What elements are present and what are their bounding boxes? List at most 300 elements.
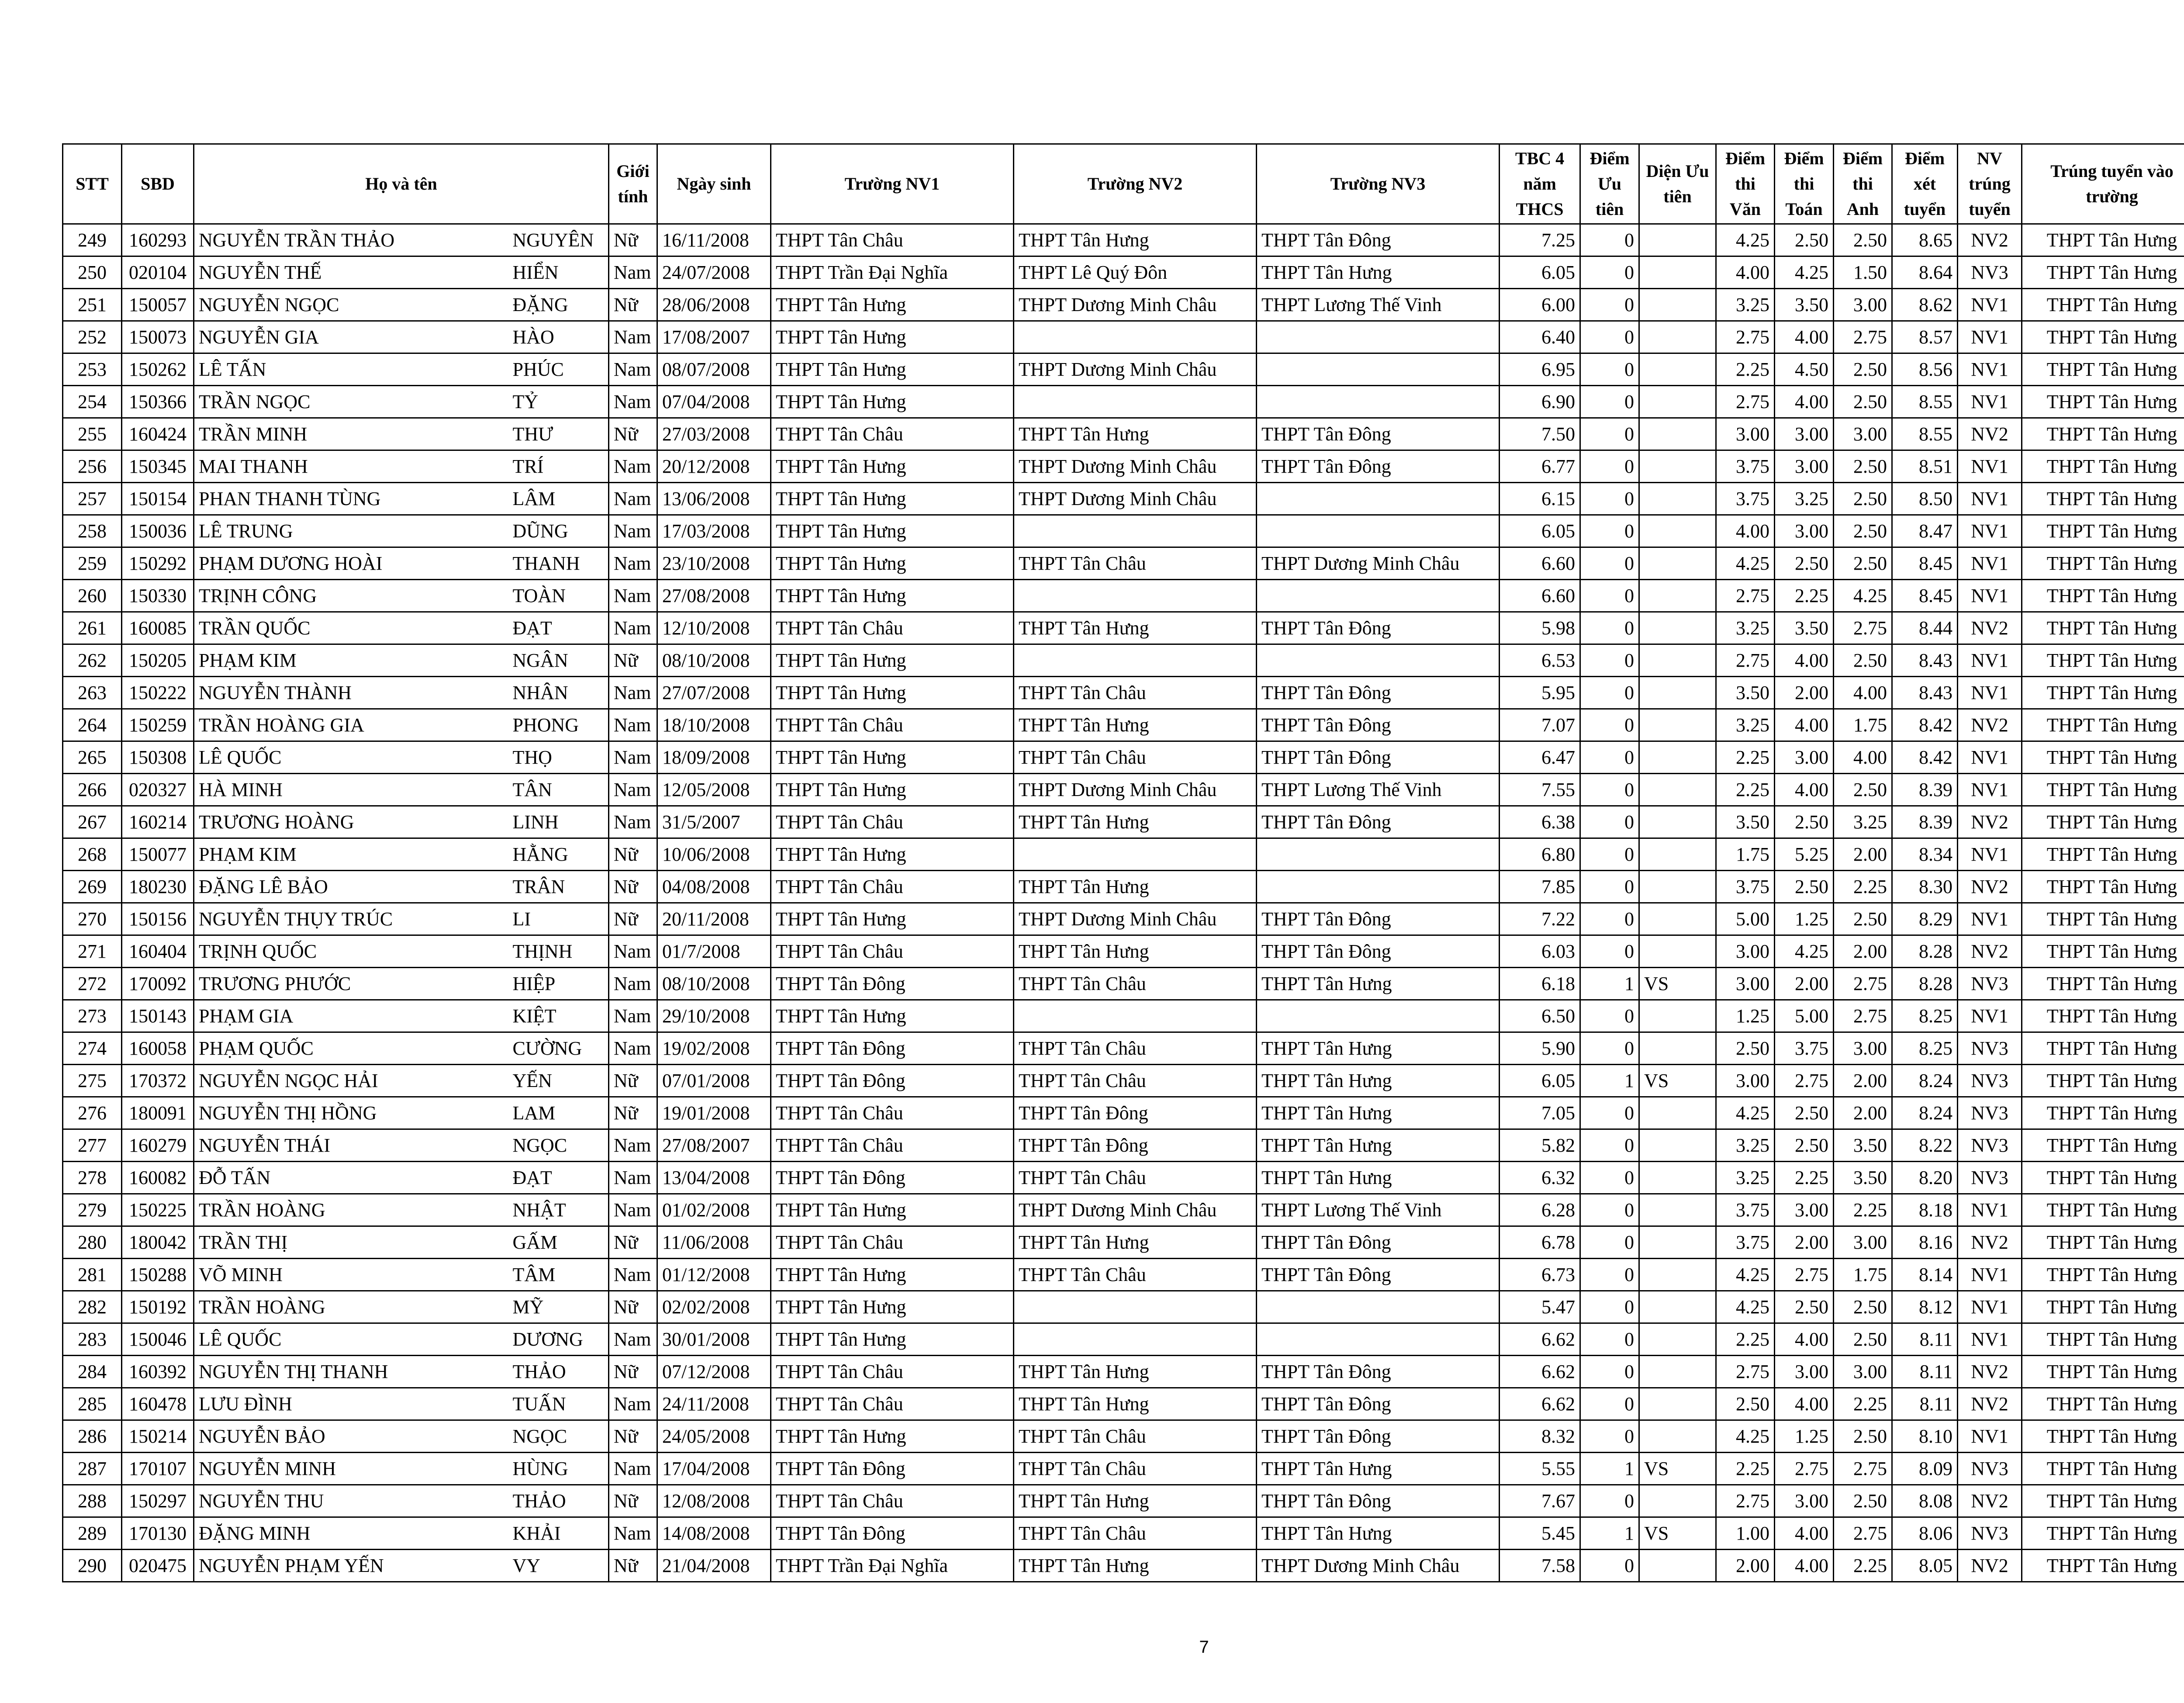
- cell-anh: 3.00: [1834, 1226, 1892, 1259]
- cell-nv1: THPT Tân Hưng: [771, 353, 1014, 386]
- cell-tbc: 5.82: [1500, 1129, 1580, 1162]
- cell-anh: 2.50: [1834, 386, 1892, 418]
- cell-nv2: [1014, 1323, 1257, 1356]
- cell-nv3: THPT Tân Đông: [1257, 450, 1500, 483]
- cell-dien-uu-tien: [1639, 580, 1716, 612]
- cell-sbd: 180042: [122, 1226, 194, 1259]
- cell-nv1: THPT Tân Hưng: [771, 547, 1014, 580]
- cell-van: 3.50: [1716, 806, 1775, 838]
- cell-nv-trung: NV1: [1958, 1259, 2022, 1291]
- cell-dien-uu-tien: [1639, 644, 1716, 677]
- cell-ho: TRƯƠNG HOÀNG: [194, 806, 508, 838]
- cell-nv1: THPT Tân Hưng: [771, 1194, 1014, 1226]
- cell-ho: ĐẶNG MINH: [194, 1517, 508, 1550]
- cell-nv1: THPT Tân Hưng: [771, 677, 1014, 709]
- cell-ho: NGUYỄN MINH: [194, 1453, 508, 1485]
- cell-nv1: THPT Tân Châu: [771, 1388, 1014, 1420]
- cell-anh: 2.00: [1834, 1065, 1892, 1097]
- cell-nv-trung: NV1: [1958, 321, 2022, 353]
- cell-nv1: THPT Tân Châu: [771, 1129, 1014, 1162]
- cell-toan: 3.00: [1775, 450, 1834, 483]
- cell-anh: 3.00: [1834, 289, 1892, 321]
- cell-ngay-sinh: 19/02/2008: [657, 1032, 771, 1065]
- cell-nv2: THPT Tân Châu: [1014, 547, 1257, 580]
- cell-tbc: 6.60: [1500, 547, 1580, 580]
- cell-tbc: 6.05: [1500, 515, 1580, 547]
- cell-tbc: 7.05: [1500, 1097, 1580, 1129]
- cell-anh: 2.50: [1834, 774, 1892, 806]
- cell-gioi-tinh: Nam: [609, 1129, 657, 1162]
- cell-dien-uu-tien: [1639, 1388, 1716, 1420]
- cell-stt: 280: [63, 1226, 122, 1259]
- cell-nv3: THPT Tân Hưng: [1257, 1453, 1500, 1485]
- cell-nv3: [1257, 871, 1500, 903]
- cell-ngay-sinh: 28/06/2008: [657, 289, 771, 321]
- header-sbd: SBD: [122, 144, 194, 224]
- cell-ten: TRÍ: [508, 450, 609, 483]
- cell-dien-uu-tien: VS: [1639, 1453, 1716, 1485]
- table-row: [63, 1291, 2184, 1323]
- table-row: [63, 1485, 2184, 1517]
- cell-ngay-sinh: 24/11/2008: [657, 1388, 771, 1420]
- cell-anh: 2.50: [1834, 450, 1892, 483]
- cell-trung-tuyen: THPT Tân Hưng: [2022, 1000, 2184, 1032]
- cell-nv3: [1257, 386, 1500, 418]
- cell-nv-trung: NV2: [1958, 1485, 2022, 1517]
- cell-van: 3.25: [1716, 612, 1775, 644]
- cell-nv3: [1257, 644, 1500, 677]
- cell-ten: DƯƠNG: [508, 1323, 609, 1356]
- cell-xet-tuyen: 8.24: [1892, 1097, 1958, 1129]
- cell-ho: NGUYỄN THẾ: [194, 256, 508, 289]
- cell-xet-tuyen: 8.55: [1892, 418, 1958, 450]
- cell-gioi-tinh: Nữ: [609, 838, 657, 871]
- cell-trung-tuyen: THPT Tân Hưng: [2022, 483, 2184, 515]
- cell-ten: LINH: [508, 806, 609, 838]
- cell-nv1: THPT Tân Hưng: [771, 321, 1014, 353]
- table-row: [63, 1226, 2184, 1259]
- cell-nv2: THPT Tân Hưng: [1014, 1550, 1257, 1582]
- cell-tbc: 5.98: [1500, 612, 1580, 644]
- table-row: [63, 838, 2184, 871]
- cell-ngay-sinh: 27/03/2008: [657, 418, 771, 450]
- cell-stt: 282: [63, 1291, 122, 1323]
- cell-gioi-tinh: Nam: [609, 1032, 657, 1065]
- cell-tbc: 6.28: [1500, 1194, 1580, 1226]
- cell-trung-tuyen: THPT Tân Hưng: [2022, 418, 2184, 450]
- cell-nv-trung: NV2: [1958, 1356, 2022, 1388]
- cell-toan: 3.00: [1775, 515, 1834, 547]
- cell-van: 2.75: [1716, 321, 1775, 353]
- cell-toan: 3.00: [1775, 418, 1834, 450]
- cell-stt: 264: [63, 709, 122, 741]
- cell-van: 2.75: [1716, 1485, 1775, 1517]
- table-row: [63, 418, 2184, 450]
- cell-van: 4.00: [1716, 256, 1775, 289]
- cell-gioi-tinh: Nam: [609, 612, 657, 644]
- cell-stt: 285: [63, 1388, 122, 1420]
- cell-ngay-sinh: 12/05/2008: [657, 774, 771, 806]
- cell-nv-trung: NV1: [1958, 580, 2022, 612]
- cell-nv1: THPT Tân Châu: [771, 709, 1014, 741]
- cell-ngay-sinh: 10/06/2008: [657, 838, 771, 871]
- cell-dien-uu-tien: [1639, 1129, 1716, 1162]
- cell-ngay-sinh: 07/04/2008: [657, 386, 771, 418]
- cell-ngay-sinh: 21/04/2008: [657, 1550, 771, 1582]
- cell-dien-uu-tien: [1639, 741, 1716, 774]
- cell-anh: 4.00: [1834, 741, 1892, 774]
- cell-ngay-sinh: 01/7/2008: [657, 935, 771, 968]
- cell-sbd: 150259: [122, 709, 194, 741]
- cell-ho: NGUYỄN THÀNH: [194, 677, 508, 709]
- cell-toan: 2.75: [1775, 1065, 1834, 1097]
- cell-stt: 290: [63, 1550, 122, 1582]
- cell-stt: 251: [63, 289, 122, 321]
- cell-nv2: THPT Tân Châu: [1014, 1517, 1257, 1550]
- cell-nv2: THPT Tân Châu: [1014, 1453, 1257, 1485]
- cell-van: 4.25: [1716, 1097, 1775, 1129]
- cell-sbd: 160214: [122, 806, 194, 838]
- cell-xet-tuyen: 8.39: [1892, 806, 1958, 838]
- cell-toan: 4.50: [1775, 353, 1834, 386]
- cell-toan: 2.25: [1775, 1162, 1834, 1194]
- cell-ho: NGUYỄN GIA: [194, 321, 508, 353]
- cell-ho: ĐỖ TẤN: [194, 1162, 508, 1194]
- cell-anh: 2.50: [1834, 903, 1892, 935]
- cell-sbd: 150046: [122, 1323, 194, 1356]
- cell-diem-uu-tien: 0: [1580, 1162, 1639, 1194]
- cell-dien-uu-tien: [1639, 709, 1716, 741]
- cell-ten: ĐẠT: [508, 1162, 609, 1194]
- cell-toan: 4.00: [1775, 709, 1834, 741]
- cell-dien-uu-tien: [1639, 547, 1716, 580]
- cell-dien-uu-tien: [1639, 838, 1716, 871]
- cell-diem-uu-tien: 0: [1580, 1032, 1639, 1065]
- cell-nv2: THPT Tân Châu: [1014, 741, 1257, 774]
- cell-nv1: THPT Tân Châu: [771, 418, 1014, 450]
- cell-ho: NGUYỄN PHẠM YẾN: [194, 1550, 508, 1582]
- cell-nv2: THPT Dương Minh Châu: [1014, 903, 1257, 935]
- cell-sbd: 150345: [122, 450, 194, 483]
- header-dien-uu-tien: Diện Ưu tiên: [1639, 144, 1716, 224]
- cell-ho: VÕ MINH: [194, 1259, 508, 1291]
- cell-diem-uu-tien: 0: [1580, 838, 1639, 871]
- cell-dien-uu-tien: [1639, 903, 1716, 935]
- cell-xet-tuyen: 8.22: [1892, 1129, 1958, 1162]
- cell-diem-uu-tien: 0: [1580, 450, 1639, 483]
- cell-van: 3.25: [1716, 1162, 1775, 1194]
- cell-toan: 5.00: [1775, 1000, 1834, 1032]
- cell-nv2: THPT Dương Minh Châu: [1014, 774, 1257, 806]
- cell-ten: NGỌC: [508, 1420, 609, 1453]
- header-trung-tuyen: Trúng tuyển vào trường: [2022, 144, 2184, 224]
- cell-diem-uu-tien: 0: [1580, 1323, 1639, 1356]
- cell-sbd: 150154: [122, 483, 194, 515]
- cell-gioi-tinh: Nam: [609, 547, 657, 580]
- cell-xet-tuyen: 8.20: [1892, 1162, 1958, 1194]
- cell-gioi-tinh: Nữ: [609, 1485, 657, 1517]
- cell-nv1: THPT Tân Hưng: [771, 644, 1014, 677]
- cell-nv3: THPT Lương Thế Vinh: [1257, 1194, 1500, 1226]
- cell-sbd: 170372: [122, 1065, 194, 1097]
- cell-nv3: THPT Tân Đông: [1257, 677, 1500, 709]
- cell-nv3: THPT Dương Minh Châu: [1257, 1550, 1500, 1582]
- cell-stt: 276: [63, 1097, 122, 1129]
- cell-tbc: 6.53: [1500, 644, 1580, 677]
- header-gioi-tinh: Giới tính: [609, 144, 657, 224]
- table-row: [63, 1032, 2184, 1065]
- cell-xet-tuyen: 8.09: [1892, 1453, 1958, 1485]
- cell-tbc: 7.25: [1500, 224, 1580, 256]
- table-row: [63, 1453, 2184, 1485]
- cell-sbd: 160085: [122, 612, 194, 644]
- cell-diem-uu-tien: 0: [1580, 1420, 1639, 1453]
- cell-ngay-sinh: 17/03/2008: [657, 515, 771, 547]
- cell-xet-tuyen: 8.28: [1892, 968, 1958, 1000]
- cell-stt: 279: [63, 1194, 122, 1226]
- cell-trung-tuyen: THPT Tân Hưng: [2022, 935, 2184, 968]
- cell-dien-uu-tien: [1639, 774, 1716, 806]
- cell-anh: 2.50: [1834, 644, 1892, 677]
- cell-ten: HẰNG: [508, 838, 609, 871]
- cell-van: 2.25: [1716, 741, 1775, 774]
- cell-nv1: THPT Tân Đông: [771, 1065, 1014, 1097]
- cell-stt: 273: [63, 1000, 122, 1032]
- cell-trung-tuyen: THPT Tân Hưng: [2022, 1323, 2184, 1356]
- table-row: [63, 1420, 2184, 1453]
- cell-nv3: THPT Dương Minh Châu: [1257, 547, 1500, 580]
- cell-nv3: THPT Tân Đông: [1257, 1388, 1500, 1420]
- table-row: [63, 612, 2184, 644]
- cell-diem-uu-tien: 0: [1580, 256, 1639, 289]
- cell-xet-tuyen: 8.14: [1892, 1259, 1958, 1291]
- cell-anh: 2.50: [1834, 224, 1892, 256]
- cell-toan: 3.75: [1775, 1032, 1834, 1065]
- cell-nv-trung: NV2: [1958, 806, 2022, 838]
- cell-anh: 1.50: [1834, 256, 1892, 289]
- cell-trung-tuyen: THPT Tân Hưng: [2022, 1259, 2184, 1291]
- cell-anh: 2.00: [1834, 935, 1892, 968]
- cell-ngay-sinh: 13/06/2008: [657, 483, 771, 515]
- cell-toan: 4.00: [1775, 1517, 1834, 1550]
- cell-diem-uu-tien: 0: [1580, 1291, 1639, 1323]
- cell-diem-uu-tien: 0: [1580, 935, 1639, 968]
- cell-van: 2.50: [1716, 1388, 1775, 1420]
- cell-stt: 277: [63, 1129, 122, 1162]
- cell-ten: THỊNH: [508, 935, 609, 968]
- cell-toan: 3.00: [1775, 1194, 1834, 1226]
- cell-xet-tuyen: 8.42: [1892, 741, 1958, 774]
- cell-stt: 254: [63, 386, 122, 418]
- cell-diem-uu-tien: 0: [1580, 353, 1639, 386]
- cell-gioi-tinh: Nữ: [609, 1420, 657, 1453]
- cell-ho: TRẦN HOÀNG: [194, 1291, 508, 1323]
- cell-gioi-tinh: Nam: [609, 1194, 657, 1226]
- cell-nv2: THPT Tân Hưng: [1014, 871, 1257, 903]
- cell-van: 3.75: [1716, 1194, 1775, 1226]
- cell-van: 3.25: [1716, 709, 1775, 741]
- cell-nv2: [1014, 1291, 1257, 1323]
- cell-tbc: 5.95: [1500, 677, 1580, 709]
- cell-ho: PHẠM GIA: [194, 1000, 508, 1032]
- cell-xet-tuyen: 8.12: [1892, 1291, 1958, 1323]
- cell-dien-uu-tien: [1639, 1097, 1716, 1129]
- cell-xet-tuyen: 8.44: [1892, 612, 1958, 644]
- cell-ten: HÀO: [508, 321, 609, 353]
- cell-nv-trung: NV1: [1958, 386, 2022, 418]
- cell-tbc: 6.03: [1500, 935, 1580, 968]
- cell-anh: 1.75: [1834, 709, 1892, 741]
- cell-xet-tuyen: 8.30: [1892, 871, 1958, 903]
- cell-ten: KIỆT: [508, 1000, 609, 1032]
- cell-trung-tuyen: THPT Tân Hưng: [2022, 1453, 2184, 1485]
- cell-nv1: THPT Tân Hưng: [771, 1291, 1014, 1323]
- cell-nv3: THPT Tân Hưng: [1257, 1129, 1500, 1162]
- cell-diem-uu-tien: 0: [1580, 547, 1639, 580]
- cell-sbd: 150036: [122, 515, 194, 547]
- cell-nv2: THPT Tân Hưng: [1014, 1485, 1257, 1517]
- cell-ho: MAI THANH: [194, 450, 508, 483]
- cell-tbc: 6.78: [1500, 1226, 1580, 1259]
- cell-tbc: 6.95: [1500, 353, 1580, 386]
- cell-nv1: THPT Tân Châu: [771, 871, 1014, 903]
- cell-anh: 2.50: [1834, 515, 1892, 547]
- cell-xet-tuyen: 8.50: [1892, 483, 1958, 515]
- cell-ho: PHẠM DƯƠNG HOÀI: [194, 547, 508, 580]
- cell-ten: THANH: [508, 547, 609, 580]
- cell-gioi-tinh: Nam: [609, 1323, 657, 1356]
- cell-anh: 4.00: [1834, 677, 1892, 709]
- cell-diem-uu-tien: 0: [1580, 580, 1639, 612]
- cell-nv2: THPT Tân Châu: [1014, 1420, 1257, 1453]
- cell-stt: 260: [63, 580, 122, 612]
- cell-sbd: 150308: [122, 741, 194, 774]
- cell-nv3: THPT Tân Đông: [1257, 612, 1500, 644]
- cell-ten: HIỂN: [508, 256, 609, 289]
- cell-nv2: [1014, 1000, 1257, 1032]
- cell-tbc: 6.05: [1500, 256, 1580, 289]
- results-table: [62, 143, 2184, 1582]
- cell-trung-tuyen: THPT Tân Hưng: [2022, 580, 2184, 612]
- cell-anh: 2.75: [1834, 612, 1892, 644]
- cell-ten: NGÂN: [508, 644, 609, 677]
- cell-nv3: [1257, 1323, 1500, 1356]
- cell-nv1: THPT Trần Đại Nghĩa: [771, 1550, 1014, 1582]
- cell-nv3: THPT Tân Đông: [1257, 1356, 1500, 1388]
- table-row: [63, 871, 2184, 903]
- cell-stt: 286: [63, 1420, 122, 1453]
- cell-nv-trung: NV1: [1958, 1291, 2022, 1323]
- table-row: [63, 774, 2184, 806]
- cell-ngay-sinh: 08/10/2008: [657, 968, 771, 1000]
- cell-trung-tuyen: THPT Tân Hưng: [2022, 1226, 2184, 1259]
- cell-dien-uu-tien: [1639, 289, 1716, 321]
- cell-stt: 252: [63, 321, 122, 353]
- cell-dien-uu-tien: [1639, 1485, 1716, 1517]
- cell-ten: LAM: [508, 1097, 609, 1129]
- cell-van: 4.25: [1716, 1420, 1775, 1453]
- cell-nv-trung: NV3: [1958, 256, 2022, 289]
- cell-dien-uu-tien: [1639, 515, 1716, 547]
- cell-gioi-tinh: Nữ: [609, 871, 657, 903]
- cell-trung-tuyen: THPT Tân Hưng: [2022, 1097, 2184, 1129]
- cell-van: 1.25: [1716, 1000, 1775, 1032]
- cell-trung-tuyen: THPT Tân Hưng: [2022, 1356, 2184, 1388]
- cell-stt: 263: [63, 677, 122, 709]
- cell-anh: 3.50: [1834, 1129, 1892, 1162]
- cell-nv3: THPT Tân Hưng: [1257, 256, 1500, 289]
- cell-ho: LÊ QUỐC: [194, 1323, 508, 1356]
- cell-nv3: [1257, 515, 1500, 547]
- cell-ngay-sinh: 18/10/2008: [657, 709, 771, 741]
- cell-ten: PHÚC: [508, 353, 609, 386]
- cell-gioi-tinh: Nam: [609, 353, 657, 386]
- cell-xet-tuyen: 8.57: [1892, 321, 1958, 353]
- cell-dien-uu-tien: [1639, 450, 1716, 483]
- cell-diem-uu-tien: 0: [1580, 1388, 1639, 1420]
- cell-ngay-sinh: 13/04/2008: [657, 1162, 771, 1194]
- cell-stt: 289: [63, 1517, 122, 1550]
- cell-ngay-sinh: 11/06/2008: [657, 1226, 771, 1259]
- cell-toan: 4.00: [1775, 321, 1834, 353]
- cell-nv-trung: NV3: [1958, 1032, 2022, 1065]
- cell-diem-uu-tien: 1: [1580, 1453, 1639, 1485]
- cell-sbd: 160392: [122, 1356, 194, 1388]
- cell-nv-trung: NV2: [1958, 1388, 2022, 1420]
- cell-dien-uu-tien: [1639, 1194, 1716, 1226]
- cell-van: 1.00: [1716, 1517, 1775, 1550]
- cell-diem-uu-tien: 0: [1580, 515, 1639, 547]
- cell-nv3: [1257, 1291, 1500, 1323]
- cell-dien-uu-tien: [1639, 256, 1716, 289]
- cell-van: 2.75: [1716, 1356, 1775, 1388]
- cell-nv1: THPT Tân Hưng: [771, 483, 1014, 515]
- cell-diem-uu-tien: 0: [1580, 1194, 1639, 1226]
- cell-nv1: THPT Tân Đông: [771, 1517, 1014, 1550]
- cell-van: 2.75: [1716, 580, 1775, 612]
- cell-xet-tuyen: 8.64: [1892, 256, 1958, 289]
- cell-nv2: THPT Tân Hưng: [1014, 418, 1257, 450]
- cell-trung-tuyen: THPT Tân Hưng: [2022, 450, 2184, 483]
- cell-ngay-sinh: 23/10/2008: [657, 547, 771, 580]
- cell-ngay-sinh: 20/11/2008: [657, 903, 771, 935]
- cell-anh: 1.75: [1834, 1259, 1892, 1291]
- cell-ho: TRƯƠNG PHƯỚC: [194, 968, 508, 1000]
- cell-toan: 2.50: [1775, 224, 1834, 256]
- cell-gioi-tinh: Nữ: [609, 903, 657, 935]
- cell-nv-trung: NV1: [1958, 838, 2022, 871]
- cell-ho: PHẠM KIM: [194, 838, 508, 871]
- cell-nv3: [1257, 838, 1500, 871]
- cell-dien-uu-tien: [1639, 1323, 1716, 1356]
- cell-ten: VY: [508, 1550, 609, 1582]
- table-row: [63, 1129, 2184, 1162]
- table-row: [63, 1388, 2184, 1420]
- cell-ho: LÊ TẤN: [194, 353, 508, 386]
- cell-ho: PHẠM KIM: [194, 644, 508, 677]
- cell-nv3: THPT Tân Đông: [1257, 1259, 1500, 1291]
- cell-nv3: THPT Tân Hưng: [1257, 968, 1500, 1000]
- cell-ho: TRẦN NGỌC: [194, 386, 508, 418]
- cell-nv1: THPT Trần Đại Nghĩa: [771, 256, 1014, 289]
- cell-trung-tuyen: THPT Tân Hưng: [2022, 1420, 2184, 1453]
- cell-toan: 4.00: [1775, 1323, 1834, 1356]
- header-nv-trung: NV trúng tuyển: [1958, 144, 2022, 224]
- header-nv3: Trường NV3: [1257, 144, 1500, 224]
- cell-diem-uu-tien: 0: [1580, 612, 1639, 644]
- cell-gioi-tinh: Nam: [609, 1259, 657, 1291]
- cell-toan: 3.00: [1775, 1356, 1834, 1388]
